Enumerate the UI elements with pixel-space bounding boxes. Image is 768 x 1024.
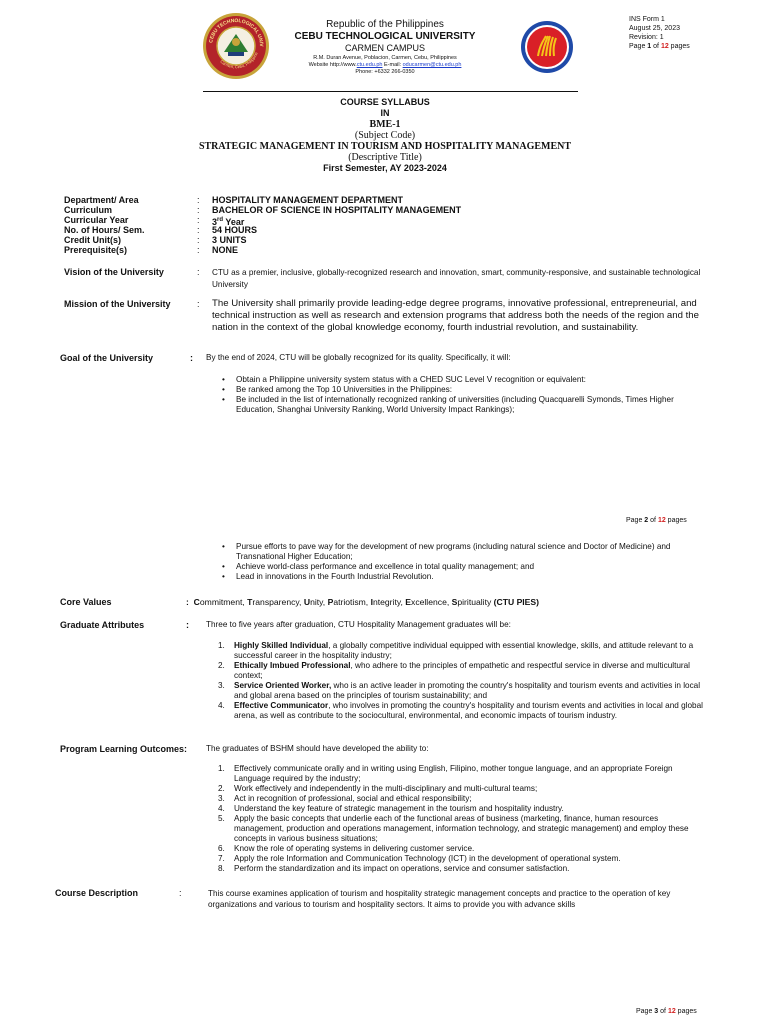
header-text xyxy=(270,19,500,76)
list-item: 7. Apply the role Information and Communication Technology (ICT) in the development of operational system. xyxy=(218,854,621,863)
phone-line: Phone: +6332 266-0350 xyxy=(355,69,415,75)
header-divider xyxy=(203,91,578,92)
graduate-attributes-intro: Three to five years after graduation, CTU Hospitality Management graduates will be: xyxy=(206,620,511,629)
page-number: Page 3 of 12 pages xyxy=(636,1008,697,1015)
list-item: 8. Perform the standardization and its impact on operations, service and consumer satisfaction. xyxy=(218,864,570,873)
graduate-attributes-colon: : xyxy=(186,620,189,630)
course-description-label: Course Description xyxy=(55,888,139,898)
list-item: 2. Work effectively and independently in the multi-disciplinary and multi-cultural teams; xyxy=(218,784,538,793)
plo-label: Program Learning Outcomes: xyxy=(60,744,188,754)
website-link[interactable]: ctu.edu.ph xyxy=(356,62,383,68)
plo-intro: The graduates of BSHM should have developed the ability to: xyxy=(206,744,429,753)
seal-text: CEBU TECHNOLOGICAL UNIV xyxy=(208,17,265,47)
course-code: BME-1 xyxy=(369,119,401,130)
list-item: 4. Understand the key feature of strategic management in the tourism and hospitality industry. xyxy=(218,804,564,813)
descriptive-title-caption: (Descriptive Title) xyxy=(348,152,422,163)
core-values-label: Core Values xyxy=(60,597,112,607)
list-item: 5. Apply the basic concepts that underlie each of the functional areas of business (marketing, finance, human resources management, production and operations management, information technology, and strategic management) and employ these concepts in various business situations; xyxy=(218,814,689,843)
list-item: • Achieve world-class performance and excellence in total quality management; and xyxy=(220,562,712,572)
vision-text: CTU as a premier, inclusive, globally-recognized research and innovation, smart, community-responsive, and sustainable technological University xyxy=(212,268,701,289)
course-info xyxy=(64,195,664,255)
republic-line: Republic of the Philippines xyxy=(326,19,444,30)
goal-intro: By the end of 2024, CTU will be globally recognized for its quality. Specifically, it will: xyxy=(206,353,511,362)
core-values-text: : Commitment, Transparency, Unity, Patriotism, Integrity, Excellence, Spirituality (CTU PIES) xyxy=(186,597,540,607)
asean-logo xyxy=(520,20,574,74)
goal-label: Goal of the University xyxy=(60,353,154,363)
course-title: STRATEGIC MANAGEMENT IN TOURISM AND HOSPITALITY MANAGEMENT xyxy=(198,141,572,152)
website-prefix: Website http://www. xyxy=(308,62,357,68)
course-syllabus-heading: COURSE SYLLABUS xyxy=(340,97,430,107)
list-item: 3. Act in recognition of professional, social and ethical responsibility; xyxy=(218,794,472,803)
title-block xyxy=(150,97,620,174)
campus-name: CARMEN CAMPUS xyxy=(344,43,425,53)
info-row: Curriculum : BACHELOR OF SCIENCE IN HOSPITALITY MANAGEMENT xyxy=(64,205,462,215)
info-row: Curricular Year : 3rd Year xyxy=(64,215,245,227)
university-seal xyxy=(202,12,270,80)
info-row: No. of Hours/ Sem. : 54 HOURS xyxy=(64,225,258,235)
plo-list xyxy=(218,764,710,874)
form-info xyxy=(629,15,690,51)
vision-colon: : xyxy=(197,267,200,277)
mission-label: Mission of the University xyxy=(64,299,171,309)
list-item: 3. Service Oriented Worker, who is an active leader in promoting the country's hospitality and tourism events and activities in local and global arena based on the principles of tourism sustainability; and xyxy=(218,681,701,700)
list-item: 1. Highly Skilled Individual, a globally competitive individual equipped with essential knowledge, skills, and attitude relevant to a successful career in the hospitality industry; xyxy=(218,641,694,660)
info-row: Prerequisite(s) : NONE xyxy=(64,245,239,255)
email-prefix: E-mail: xyxy=(382,62,403,68)
in-word: IN xyxy=(380,108,390,118)
address-line: R.M. Duran Avenue, Poblacion, Carmen, Cebu, Philippines xyxy=(313,55,457,61)
form-revision: Revision: 1 xyxy=(629,34,664,41)
info-row: Department/ Area : HOSPITALITY MANAGEMENT DEPARTMENT xyxy=(64,195,403,205)
form-date: August 25, 2023 xyxy=(629,25,680,32)
seal-bottom-text: Carmen, Cebu, Philippine xyxy=(219,51,259,70)
university-name: CEBU TECHNOLOGICAL UNIVERSITY xyxy=(294,31,476,42)
email-link[interactable]: oducarmen@ctu.edu.ph xyxy=(402,62,462,68)
course-description-text: This course examines application of tourism and hospitality strategic management concepts and practice to the operation of key organizations and various to tourism and hospitality sectors. It aims to provide you with advance skills xyxy=(208,889,671,909)
form-page: Page 1 of 12 pages xyxy=(629,43,690,50)
web-email-line xyxy=(270,62,500,69)
mission-colon: : xyxy=(197,299,200,309)
course-description-colon: : xyxy=(179,888,182,898)
form-number: INS Form 1 xyxy=(629,16,665,23)
list-item: • Pursue efforts to pave way for the development of new programs (including natural science and Doctor of Medicine) and Transnational Higher Education; xyxy=(220,542,712,562)
list-item: 4. Effective Communicator, who involves in promoting the country's hospitality and tourism events and activities in local and global arena, as well as contribute to the sociocultural, environmental, and economic impacts of tourism industry. xyxy=(218,701,703,720)
semester-line: First Semester, AY 2023-2024 xyxy=(323,163,447,173)
list-item: • Be included in the list of internationally recognized ranking of universities (including Quacquarelli Symonds, Times Higher Education, Shanghai University Ranking, World University Impact Rankings); xyxy=(220,395,708,415)
info-row: Credit Unit(s) : 3 UNITS xyxy=(64,235,247,245)
list-item: 2. Ethically Imbued Professional, who adhere to the principles of empathetic and respectful service in diverse and multicultural context; xyxy=(218,661,690,680)
goal-list-continued xyxy=(220,542,712,582)
list-item: • Obtain a Philippine university system status with a CHED SUC Level V recognition or equivalent: xyxy=(220,375,708,385)
mission-text: The University shall primarily provide leading-edge degree programs, innovative professional, entrepreneurial, and technical instruction as well as research and extension programs that address both the needs of the region and the nation in the context of the global knowledge economy, fourth industrial revolution, and sustainability. xyxy=(212,298,699,333)
list-item: 1. Effectively communicate orally and in writing using English, Filipino, mother tongue language, and an appropriate Foreign Language required by the industry; xyxy=(218,764,673,783)
goal-list xyxy=(220,375,708,415)
vision-label: Vision of the University xyxy=(64,267,164,277)
graduate-attributes-list xyxy=(218,641,710,721)
graduate-attributes-label: Graduate Attributes xyxy=(60,620,145,630)
list-item: 6. Know the role of operating systems in delivering customer service. xyxy=(218,844,475,853)
subject-code-caption: (Subject Code) xyxy=(354,130,416,141)
list-item: • Be ranked among the Top 10 Universities in the Philippines: xyxy=(220,385,708,395)
goal-colon: : xyxy=(190,353,193,363)
list-item: • Lead in innovations in the Fourth Industrial Revolution. xyxy=(220,572,712,582)
page-number: Page 2 of 12 pages xyxy=(626,517,687,524)
